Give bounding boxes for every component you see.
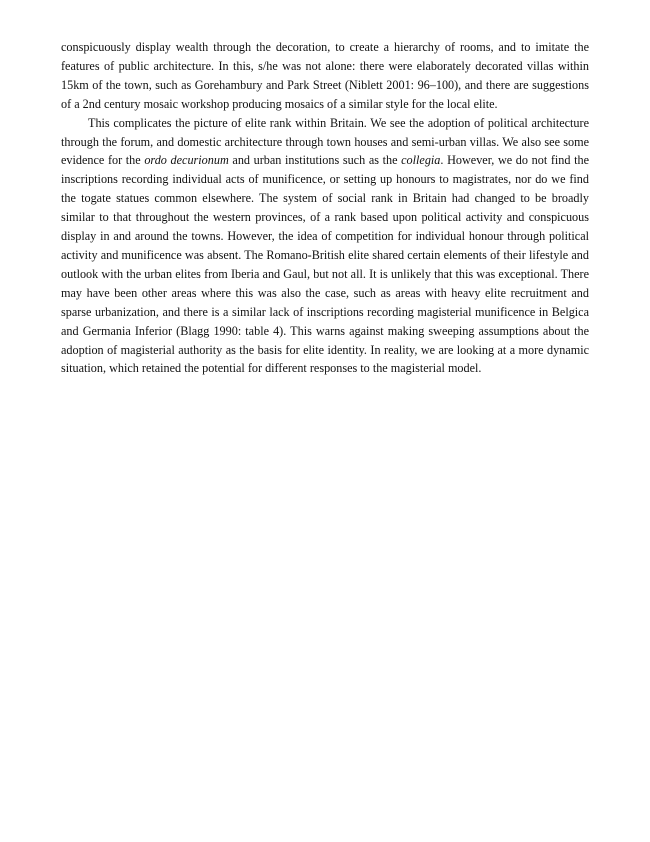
- paragraph-2: [61, 114, 589, 379]
- paragraph-2-text-3: . However, we do not find the inscriptions recording individual acts of munificence, or setting up honours to magistrates, nor do we find the togate statues common elsewhere. The system of social rank in Britain had changed to be broadly similar to that throughout the western provinces, of a rank based upon political activity and conspicuous display in and around the towns. However, the idea of competition for individual honour through political activity and munificence was absent. The Romano-British elite shared certain elements of their lifestyle and outlook with the urban elites from Iberia and Gaul, but not all. It is unlikely that this was exceptional. There may have been other areas where this was also the case, such as areas with heavy elite recruitment and sparse urbanization, and there is a similar lack of inscriptions recording magisterial munificence in Belgica and Germania Inferior (Blagg 1990: table 4). This warns against making sweeping assumptions about the adoption of magisterial authority as the basis for elite identity. In reality, we are looking at a more dynamic situation, which retained the potential for different responses to the magisterial model.: [61, 153, 589, 376]
- paragraph-2-text-1: This complicates the picture of elite rank within Britain. We see the adoption of political architecture through the forum, and domestic architecture through town houses and semi-urban villas. We also see some evidence for the: [61, 115, 589, 168]
- document-page: [61, 38, 589, 378]
- paragraph-2-italic-ordo: ordo decurionum: [144, 153, 229, 168]
- paragraph-1: conspicuously display wealth through the decoration, to create a hierarchy of rooms, and to imitate the features of public architecture. In this, s/he was not alone: there were elaborately decorated villas within 15km of the town, such as Gorehambury and Park Street (Niblett 2001: 96–100), and there are suggestions of a 2nd century mosaic workshop producing mosaics of a similar style for the local elite.: [61, 40, 589, 111]
- paragraph-2-text-2: and urban institutions such as the: [228, 153, 402, 168]
- paragraph-2-italic-collegia: collegia: [401, 153, 441, 168]
